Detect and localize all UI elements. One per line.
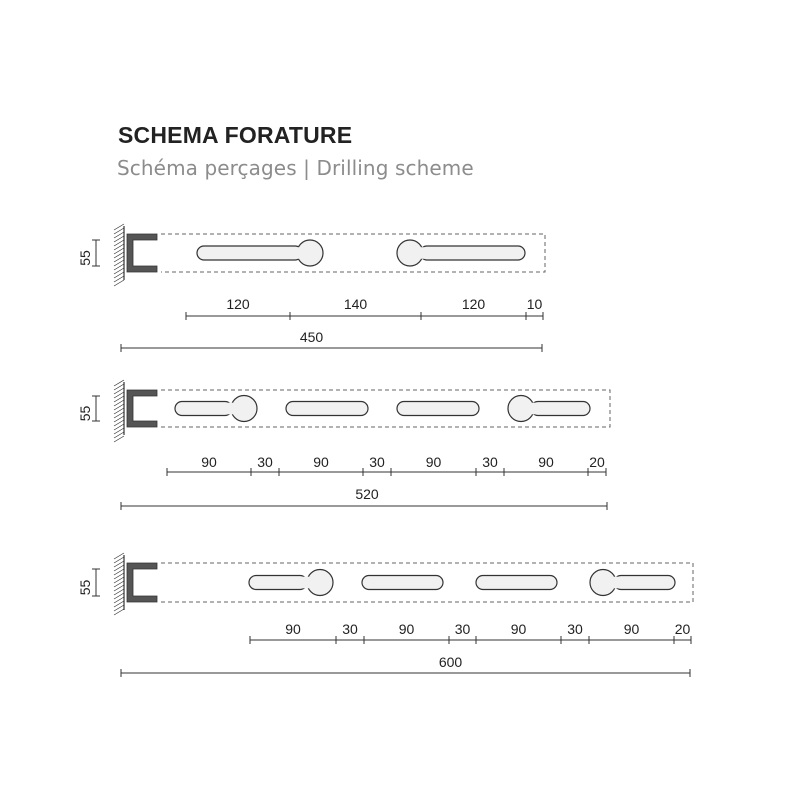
keyhole-circle bbox=[231, 396, 257, 422]
keyhole-circle bbox=[397, 240, 423, 266]
segment-label: 30 bbox=[369, 454, 385, 470]
segment-label: 30 bbox=[567, 621, 583, 637]
bracket-profile bbox=[127, 234, 157, 272]
segment-label: 30 bbox=[454, 621, 471, 637]
keyhole-circle bbox=[508, 396, 534, 422]
slot-body bbox=[614, 576, 675, 590]
diagram-3 bbox=[77, 553, 693, 677]
slot-2 bbox=[397, 240, 525, 266]
slot-1 bbox=[175, 396, 257, 422]
bracket-profile bbox=[127, 390, 157, 427]
slot-body bbox=[362, 576, 443, 590]
slot-1 bbox=[197, 240, 323, 266]
slot-4 bbox=[508, 396, 590, 422]
total-label: 450 bbox=[299, 329, 324, 345]
diagram-2 bbox=[77, 380, 610, 510]
segment-label: 10 bbox=[526, 296, 543, 312]
diagram-1 bbox=[77, 224, 545, 352]
slot-1 bbox=[249, 570, 333, 596]
height-label: 55 bbox=[77, 579, 93, 596]
segment-label: 90 bbox=[398, 621, 415, 637]
keyhole-circle bbox=[297, 240, 323, 266]
keyhole-seam bbox=[226, 403, 233, 415]
segment-label: 90 bbox=[313, 454, 329, 470]
keyhole-circle bbox=[590, 570, 616, 596]
slot-3 bbox=[397, 402, 479, 416]
segment-label: 20 bbox=[674, 621, 691, 637]
keyhole-seam bbox=[532, 403, 539, 415]
keyhole-seam bbox=[614, 577, 621, 589]
slot-body bbox=[249, 576, 307, 590]
slot-2 bbox=[362, 576, 443, 590]
keyhole-seam bbox=[292, 247, 299, 259]
segment-label: 30 bbox=[482, 454, 498, 470]
segment-label: 140 bbox=[343, 296, 368, 312]
slot-body bbox=[197, 246, 302, 260]
segment-label: 20 bbox=[589, 454, 605, 470]
slot-body bbox=[397, 402, 479, 416]
segment-label: 90 bbox=[623, 621, 640, 637]
segment-label: 120 bbox=[226, 296, 250, 312]
slot-body bbox=[531, 402, 590, 416]
segment-label: 30 bbox=[257, 454, 273, 470]
slot-body bbox=[476, 576, 557, 590]
slot-4 bbox=[590, 570, 675, 596]
slot-body bbox=[420, 246, 525, 260]
segment-label: 90 bbox=[425, 454, 442, 470]
slot-body bbox=[175, 402, 232, 416]
keyhole-circle bbox=[307, 570, 333, 596]
slot-body bbox=[286, 402, 368, 416]
total-label: 600 bbox=[438, 654, 463, 670]
segment-label: 90 bbox=[201, 454, 217, 470]
height-label: 55 bbox=[77, 250, 93, 266]
page-subtitle: Schéma perçages | Drilling scheme bbox=[117, 156, 474, 180]
keyhole-seam bbox=[302, 577, 309, 589]
height-label: 55 bbox=[77, 405, 93, 422]
segment-label: 90 bbox=[538, 454, 554, 470]
bracket-profile bbox=[127, 563, 157, 602]
page-title: SCHEMA FORATURE bbox=[118, 122, 353, 148]
segment-label: 120 bbox=[461, 296, 486, 312]
total-label: 520 bbox=[355, 486, 379, 502]
slot-2 bbox=[286, 402, 368, 416]
segment-label: 90 bbox=[285, 621, 301, 637]
segment-label: 30 bbox=[342, 621, 358, 637]
segment-label: 90 bbox=[510, 621, 527, 637]
keyhole-seam bbox=[421, 247, 428, 259]
slot-3 bbox=[476, 576, 557, 590]
